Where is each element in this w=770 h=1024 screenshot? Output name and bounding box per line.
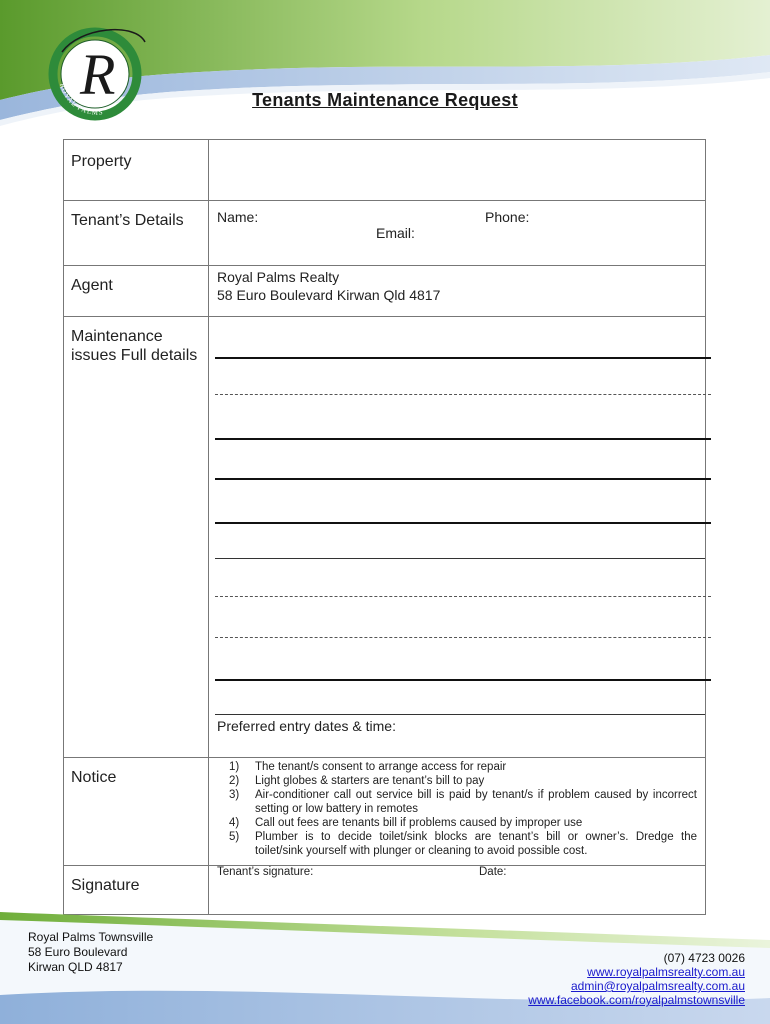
website-link[interactable]: www.royalpalmsrealty.com.au (587, 965, 745, 979)
footer-phone: (07) 4723 0026 (663, 951, 745, 965)
maintenance-details-field[interactable] (209, 317, 706, 758)
tenant-details-field[interactable] (209, 201, 706, 266)
writing-line (215, 637, 711, 638)
tenant-phone-label: Phone: (485, 209, 530, 225)
tenant-email-label: Email: (376, 225, 415, 241)
property-field[interactable] (209, 140, 706, 201)
notice-item: Plumber is to decide toilet/sink blocks are tenant’s bill or owner’s. Dredge the toilet/sink yourself with plunger or cleaning to avoid possible cost. (255, 831, 697, 857)
writing-line (215, 357, 711, 359)
writing-line (215, 558, 705, 559)
notice-item: The tenant/s consent to arrange access for repair (255, 761, 507, 773)
footer-contacts (528, 951, 745, 1007)
page-title: Tenants Maintenance Request (252, 90, 518, 110)
signature-label: Signature (64, 866, 209, 915)
maintenance-label: Maintenance issues Full details (64, 317, 209, 758)
agent-label: Agent (64, 266, 209, 317)
writing-line (215, 478, 711, 480)
notice-item: Light globes & starters are tenant’s bill to pay (255, 775, 485, 787)
tenant-signature-label: Tenant’s signature: (217, 866, 314, 878)
logo-text: ROYAL PALMS (57, 82, 104, 117)
writing-line (215, 438, 711, 440)
maintenance-form (63, 139, 706, 915)
writing-line (215, 714, 705, 715)
notice-label: Notice (64, 758, 209, 866)
tenant-details-label: Tenant’s Details (64, 201, 209, 266)
email-link[interactable]: admin@royalpalmsrealty.com.au (570, 979, 745, 993)
agent-name: Royal Palms Realty (217, 269, 340, 285)
footer-suburb: Kirwan QLD 4817 (28, 960, 123, 974)
property-label: Property (64, 140, 209, 201)
writing-line (215, 394, 711, 395)
writing-line (215, 679, 711, 681)
footer-address (28, 930, 153, 975)
logo-letter: R (80, 42, 116, 107)
tenant-name-label: Name: (217, 209, 259, 225)
agent-address: 58 Euro Boulevard Kirwan Qld 4817 (217, 287, 441, 303)
writing-line (215, 596, 711, 597)
facebook-link[interactable]: www.facebook.com/royalpalmstownsville (528, 993, 745, 1007)
notice-item: Air-conditioner call out service bill is paid by tenant/s if problem caused by incorrect setting or low battery in remotes (255, 789, 697, 815)
footer-street: 58 Euro Boulevard (28, 945, 128, 959)
notice-list (209, 758, 705, 858)
preferred-entry-label: Preferred entry dates & time: (217, 718, 396, 734)
writing-line (215, 522, 711, 524)
date-label: Date: (479, 866, 507, 878)
footer-company: Royal Palms Townsville (28, 930, 154, 944)
notice-item: Call out fees are tenants bill if problems caused by improper use (255, 817, 583, 829)
